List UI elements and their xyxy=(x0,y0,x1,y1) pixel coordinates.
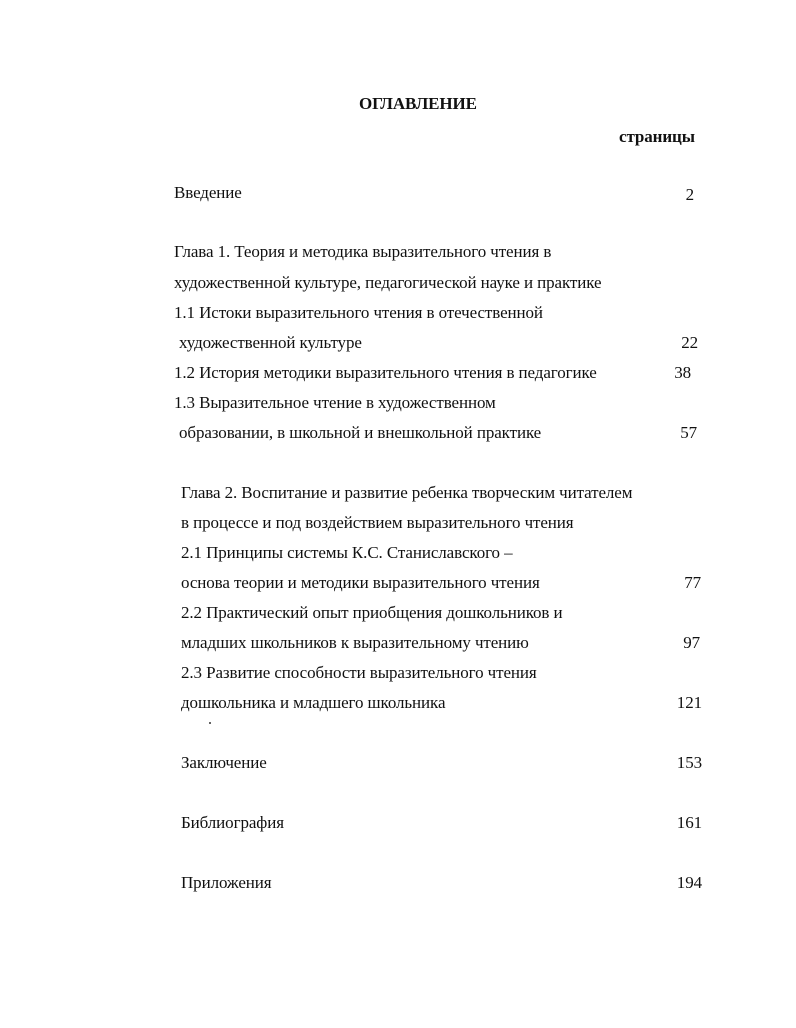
toc-entry-intro: Введение xyxy=(174,183,242,202)
toc-entry-bibliography: Библиография xyxy=(181,813,284,832)
section-2-1-page: 77 xyxy=(684,573,701,592)
section-1-1-line2: художественной культуре xyxy=(179,333,362,352)
section-2-3-line2: дошкольника и младшего школьника xyxy=(181,693,446,712)
pages-column-header: страницы xyxy=(619,127,695,146)
toc-title: ОГЛАВЛЕНИЕ xyxy=(359,94,477,113)
section-1-3-line2: образовании, в школьной и внешкольной практике xyxy=(179,423,542,442)
section-1-3-line1: 1.3 Выразительное чтение в художественном xyxy=(174,393,496,412)
section-1-1-page: 22 xyxy=(681,333,698,352)
section-2-1-line1: 2.1 Принципы системы К.С. Станиславского – xyxy=(181,543,513,562)
toc-entry-appendices: Приложения xyxy=(181,873,272,892)
section-2-2-page: 97 xyxy=(683,633,700,652)
section-1-2-page: 38 xyxy=(674,363,691,382)
section-1-3-page: 57 xyxy=(680,423,697,442)
section-1-1-line1: 1.1 Истоки выразительного чтения в отечественной xyxy=(174,303,543,322)
section-2-2-line2: младших школьников к выразительному чтению xyxy=(181,633,529,652)
section-2-3-line1: 2.3 Развитие способности выразительного чтения xyxy=(181,663,537,682)
toc-entry-conclusion: Заключение xyxy=(181,753,267,772)
toc-page-intro: 2 xyxy=(685,185,694,204)
section-1-2-line1: 1.2 История методики выразительного чтения в педагогике xyxy=(174,363,597,382)
section-2-3-page: 121 xyxy=(676,693,702,712)
section-2-1-line2: основа теории и методики выразительного чтения xyxy=(181,573,540,592)
section-2-2-line1: 2.2 Практический опыт приобщения дошкольников и xyxy=(181,603,563,622)
scan-speck xyxy=(209,722,211,724)
toc-page-bibliography: 161 xyxy=(676,813,702,832)
chapter2-title-line1: Глава 2. Воспитание и развитие ребенка творческим читателем xyxy=(181,483,633,502)
chapter2-title-line2: в процессе и под воздействием выразительного чтения xyxy=(181,513,574,532)
chapter1-title-line2: художественной культуре, педагогической науке и практике xyxy=(174,273,602,292)
toc-page-appendices: 194 xyxy=(676,873,702,892)
chapter1-title-line1: Глава 1. Теория и методика выразительного чтения в xyxy=(174,242,552,261)
toc-page-conclusion: 153 xyxy=(676,753,702,772)
